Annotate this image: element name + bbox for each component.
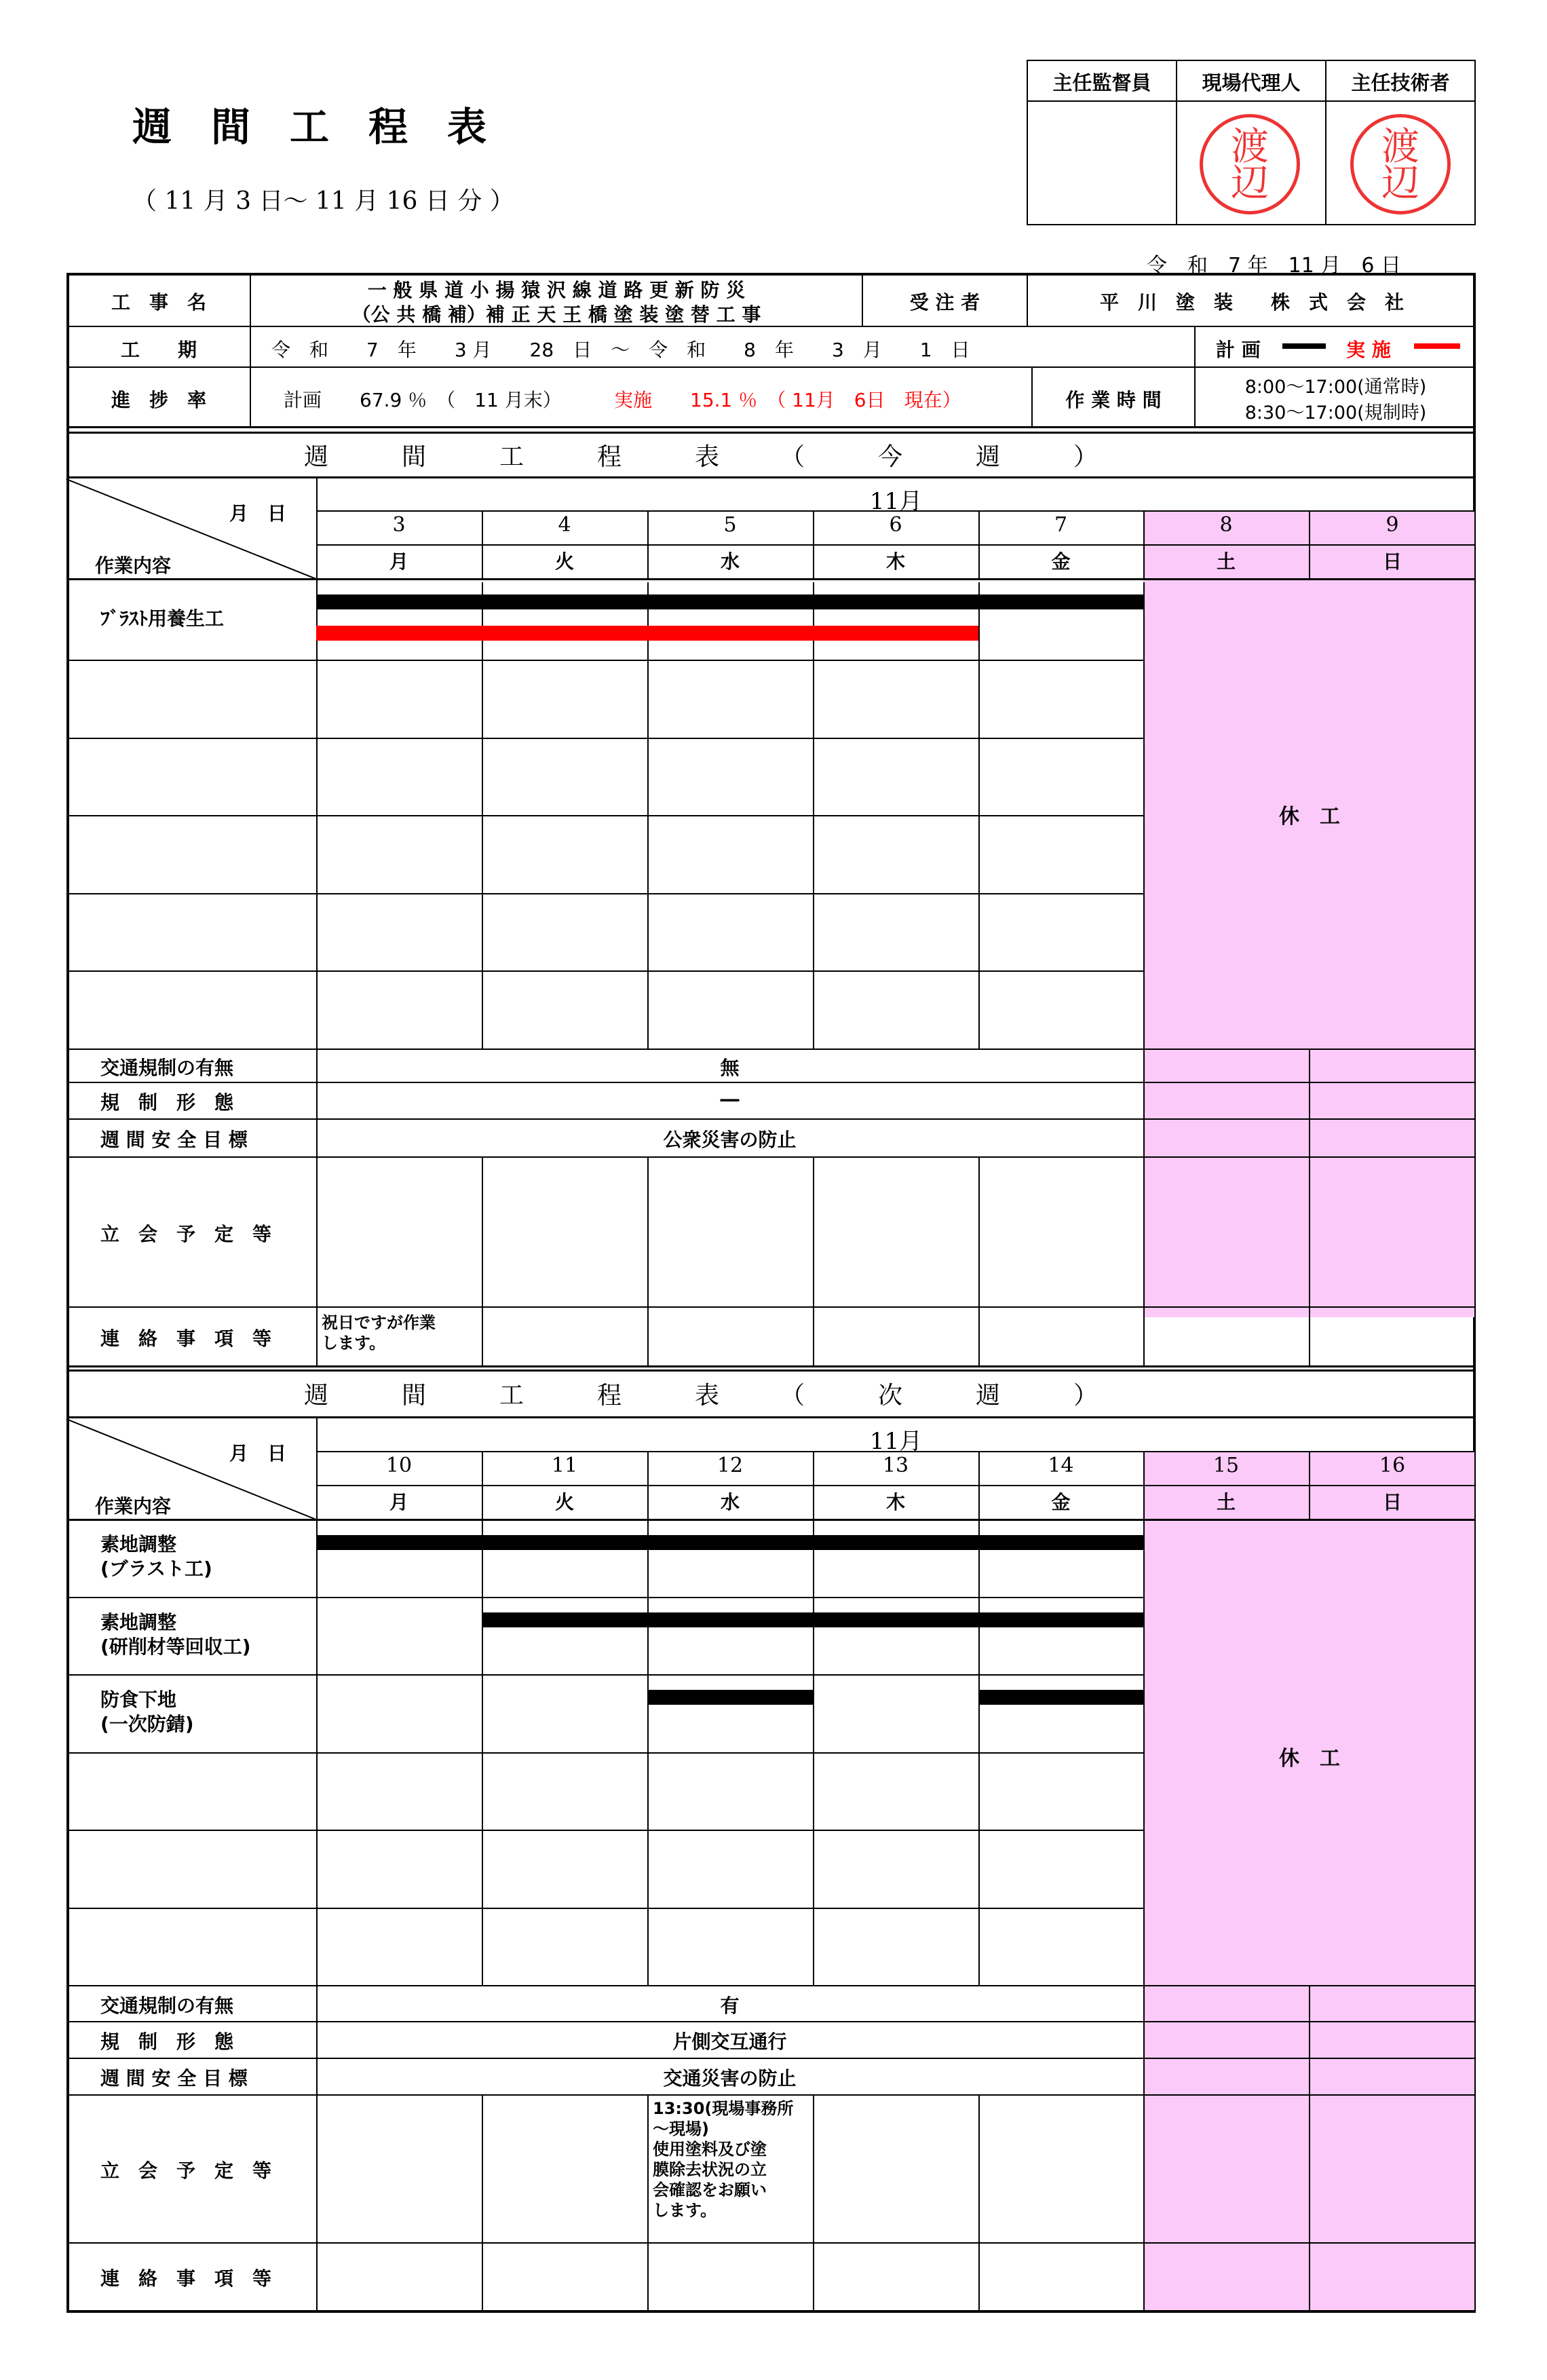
contractor-label: 受 注 者 (909, 291, 980, 314)
grid-line (1309, 1118, 1310, 1156)
grid-line (66, 1674, 1143, 1676)
grid-line (647, 815, 649, 893)
grid-line (1143, 1908, 1145, 1986)
grid-line (813, 1519, 814, 1597)
grid-line (978, 2242, 980, 2310)
grid-line (1143, 970, 1145, 1049)
weekday-5: 土 (1216, 550, 1236, 573)
grid-line (647, 1519, 649, 1597)
grid-line (482, 1519, 483, 1597)
approval-header-supervisor: 主任監督員 (1052, 71, 1151, 94)
grid-line (316, 1418, 318, 2310)
approval-header-site-agent: 現場代理人 (1202, 71, 1301, 94)
grid-line (813, 1597, 814, 1675)
weekday-3: 木 (885, 550, 905, 573)
grid-line (1143, 1156, 1145, 1306)
grid-line (647, 970, 649, 1049)
grid-line (66, 1156, 1476, 1158)
grid-line (66, 1118, 1476, 1120)
grid-line (1309, 2094, 1310, 2242)
grid-line (482, 815, 483, 893)
regulation-value: ― (720, 1088, 740, 1110)
grid-line (813, 2242, 814, 2310)
grid-line (647, 1156, 649, 1306)
grid-line (1143, 582, 1145, 660)
regulation-label: 規 制 形 態 (100, 1091, 234, 1114)
grid-line (66, 970, 1143, 972)
grid-line (813, 815, 814, 893)
grid-line (1143, 1985, 1145, 2021)
grid-line (482, 1908, 483, 1986)
grid-line (1143, 1306, 1145, 1365)
corner-task-label: 作業内容 (95, 554, 172, 577)
safety-value: 交通災害の防止 (663, 2067, 797, 2090)
grid-line (1143, 2094, 1145, 2242)
period-range: （ 11 月 3 日～ 11 月 16 日 分 ） (132, 187, 514, 215)
grid-line (1143, 1049, 1145, 1082)
grid-line (978, 1752, 980, 1830)
grid-line (1143, 1519, 1145, 1597)
grid-line (647, 738, 649, 816)
grid-line (482, 1674, 483, 1752)
grid-line (482, 738, 483, 816)
safety-label: 週 間 安 全 目 標 (100, 2067, 248, 2090)
page-title: 週 間 工 程 表 (132, 104, 487, 150)
grid-line (316, 478, 318, 1365)
grid-line (66, 2242, 1476, 2244)
grid-line (66, 1830, 1143, 1831)
legend-actual-label: 実 施 (1346, 339, 1391, 361)
grid-line (978, 1908, 980, 1986)
grid-line (647, 1908, 649, 1986)
grid-line (1309, 1082, 1310, 1118)
period-value: 令 和 7 年 3 月 28 日 ～ 令 和 8 年 3 月 1 日 (271, 339, 970, 361)
grid-line (647, 893, 649, 971)
weekday-1: 火 (554, 1491, 574, 1513)
grid-line (66, 1365, 1476, 1367)
grid-line (647, 1752, 649, 1830)
grid-line (978, 1674, 980, 1752)
corner-date-label: 月 日 (229, 502, 287, 525)
month-label: 11月 (869, 1428, 923, 1455)
grid-line (978, 1830, 980, 1908)
day-14: 14 (1048, 1454, 1074, 1477)
day-6: 6 (889, 513, 902, 537)
grid-line (647, 1597, 649, 1675)
grid-line (66, 1752, 1143, 1754)
grid-line (482, 1752, 483, 1830)
day-9: 9 (1386, 513, 1399, 537)
grid-line (66, 893, 1143, 894)
grid-line (316, 1485, 1476, 1486)
period-label: 工 期 (120, 339, 197, 361)
grid-line (978, 738, 980, 816)
holiday-label: 休 工 (1279, 805, 1340, 829)
grid-line (1309, 2021, 1310, 2058)
grid-line (813, 970, 814, 1049)
work-hours-normal: 8:00～17:00(通常時) (1244, 377, 1427, 398)
weekday-4: 金 (1051, 550, 1071, 573)
contact-label: 連 絡 事 項 等 (100, 2267, 272, 2290)
grid-line (813, 1752, 814, 1830)
day-11: 11 (551, 1454, 578, 1477)
contact-label: 連 絡 事 項 等 (100, 1327, 272, 1350)
seal-stamp-chief-engineer: 渡 辺 (1350, 114, 1451, 214)
weekday-6: 日 (1382, 1491, 1402, 1513)
grid-line (482, 970, 483, 1049)
day-8: 8 (1219, 513, 1233, 537)
grid-line (66, 815, 1143, 816)
grid-line (1143, 2021, 1145, 2058)
grid-line (978, 1597, 980, 1675)
work-name-line2: （公 共 橋 補）補 正 天 王 橋 塗 装 塗 替 工 事 (351, 303, 761, 326)
grid-line (66, 1082, 1476, 1083)
grid-line (1309, 1049, 1310, 1082)
grid-line (482, 660, 483, 738)
grid-line (1143, 1118, 1145, 1156)
grid-line (978, 1156, 980, 1306)
grid-line (1143, 660, 1145, 738)
weekday-5: 土 (1216, 1491, 1236, 1513)
grid-line (813, 1830, 814, 1908)
grid-line (66, 2058, 1476, 2059)
grid-line (813, 893, 814, 971)
corner-task-label: 作業内容 (95, 1495, 172, 1517)
progress-label: 進 捗 率 (111, 389, 206, 411)
grid-line (647, 660, 649, 738)
grid-line (647, 2242, 649, 2310)
grid-line (978, 893, 980, 971)
grid-line (1309, 2242, 1310, 2310)
plan-bar-primer-1 (647, 1690, 813, 1705)
grid-line (482, 1597, 483, 1675)
task-label-0: 素地調整 (ブラスト工) (100, 1533, 212, 1580)
grid-line (66, 1049, 1476, 1050)
week1-title: 週 間 工 程 表 （ 今 週 ） (304, 443, 1099, 471)
grid-line (647, 1306, 649, 1365)
actual-bar-blast-curing (316, 626, 978, 641)
grid-line (813, 1306, 814, 1365)
grid-line (978, 1306, 980, 1365)
regulation-label: 規 制 形 態 (100, 2030, 234, 2053)
grid-line (813, 1156, 814, 1306)
grid-line (813, 2094, 814, 2242)
month-label: 11月 (869, 488, 923, 515)
grid-line (482, 1830, 483, 1908)
inspection-label: 立 会 予 定 等 (100, 2159, 272, 2182)
grid-line (813, 1674, 814, 1752)
inspection-label: 立 会 予 定 等 (100, 1222, 272, 1245)
plan-bar-abrasive-recovery (482, 1612, 1143, 1627)
grid-line (482, 2094, 483, 2242)
safety-value: 公衆災害の防止 (663, 1129, 797, 1151)
day-4: 4 (558, 513, 571, 537)
grid-line (66, 2310, 1476, 2311)
grid-line (66, 578, 1476, 580)
grid-line (66, 1985, 1476, 1986)
grid-line (647, 1830, 649, 1908)
grid-line (978, 2094, 980, 2242)
legend-plan-line (1282, 343, 1326, 349)
corner-date-label: 月 日 (229, 1442, 287, 1465)
holiday-label: 休 工 (1279, 1747, 1340, 1771)
traffic-value: 有 (720, 1994, 740, 2017)
weekday-3: 木 (885, 1491, 905, 1513)
work-name-line1: 一 般 県 道 小 揚 猿 沢 線 道 路 更 新 防 災 (367, 279, 746, 301)
work-name-label: 工 事 名 (111, 291, 206, 314)
grid-line (482, 2242, 483, 2310)
grid-line (1143, 893, 1145, 971)
grid-line (482, 1156, 483, 1306)
grid-line (978, 815, 980, 893)
plan-bar-blast-curing (316, 594, 1143, 609)
weekday-1: 火 (554, 550, 574, 573)
day-10: 10 (385, 1454, 413, 1477)
task-label-1: 素地調整 (研削材等回収工) (100, 1611, 251, 1658)
day-7: 7 (1054, 513, 1068, 537)
grid-line (978, 660, 980, 738)
task-label-2: 防食下地 (一次防錆) (100, 1688, 194, 1735)
day-5: 5 (723, 513, 737, 537)
grid-line (66, 1597, 1143, 1598)
legend-plan-label: 計 画 (1216, 339, 1261, 361)
safety-label: 週 間 安 全 目 標 (100, 1129, 248, 1151)
weekday-2: 水 (720, 550, 740, 573)
grid-line (1143, 2058, 1145, 2094)
grid-line (1309, 1985, 1310, 2021)
grid-line (647, 2094, 649, 2242)
week2-title: 週 間 工 程 表 （ 次 週 ） (304, 1382, 1099, 1410)
work-hours-label: 作 業 時 間 (1065, 389, 1162, 411)
day-15: 15 (1212, 1454, 1240, 1477)
grid-line (978, 1519, 980, 1597)
legend-actual-line (1414, 343, 1460, 349)
grid-line (66, 1908, 1143, 1909)
grid-line (813, 738, 814, 816)
traffic-label: 交通規制の有無 (100, 1994, 234, 2017)
grid-line (813, 660, 814, 738)
grid-line (482, 1306, 483, 1365)
grid-line (66, 2021, 1476, 2022)
grid-line (1309, 1156, 1310, 1306)
plan-bar-blast (316, 1535, 1143, 1550)
seal-stamp-site-agent: 渡 辺 (1200, 114, 1300, 214)
document-date: 令 和 7 年 11 月 6 日 (1147, 254, 1401, 278)
weekday-4: 金 (1051, 1491, 1071, 1513)
grid-line (1143, 1674, 1145, 1752)
weekday-0: 月 (389, 550, 408, 573)
work-hours-regulated: 8:30～17:00(規制時) (1244, 402, 1427, 423)
traffic-value: 無 (720, 1056, 740, 1079)
grid-line (978, 970, 980, 1049)
day-3: 3 (392, 513, 406, 537)
grid-line (66, 738, 1143, 739)
grid-line (1143, 1082, 1145, 1118)
grid-line (1309, 2058, 1310, 2094)
day-13: 13 (882, 1454, 909, 1477)
weekday-6: 日 (1382, 550, 1402, 573)
progress-actual: 実施 15.1 ％ （ 11月 6日 現在） (614, 389, 961, 411)
grid-line (813, 1908, 814, 1986)
inspection-note: 13:30(現場事務所 ～現場) 使用塗料及び塗 膜除去状況の立 会確認をお願い します。 (653, 2099, 794, 2220)
grid-line (66, 2094, 1476, 2096)
grid-line (1143, 2242, 1145, 2310)
progress-plan: 計画 67.9 ％ （ 11 月末） (284, 389, 562, 411)
grid-line (482, 893, 483, 971)
regulation-value: 片側交互通行 (672, 2030, 787, 2053)
grid-line (1309, 1306, 1310, 1365)
approval-header-chief-engineer: 主任技術者 (1351, 71, 1450, 94)
task-label-0: ﾌﾞﾗｽﾄ用養生工 (100, 607, 225, 630)
contact-note: 祝日ですが作業 します。 (322, 1313, 436, 1353)
grid-line (647, 1674, 649, 1752)
day-16: 16 (1379, 1454, 1406, 1477)
grid-line (66, 660, 1143, 661)
grid-line (316, 544, 1476, 546)
grid-line (66, 1306, 1476, 1308)
grid-line (1143, 1830, 1145, 1908)
traffic-label: 交通規制の有無 (100, 1056, 234, 1079)
weekday-2: 水 (720, 1491, 740, 1513)
contractor-value: 平 川 塗 装 株 式 会 社 (1099, 291, 1404, 314)
day-12: 12 (717, 1454, 744, 1477)
weekday-0: 月 (389, 1491, 408, 1513)
plan-bar-primer-2 (978, 1690, 1143, 1705)
grid-line (66, 1519, 1476, 1521)
grid-line (1143, 1597, 1145, 1675)
